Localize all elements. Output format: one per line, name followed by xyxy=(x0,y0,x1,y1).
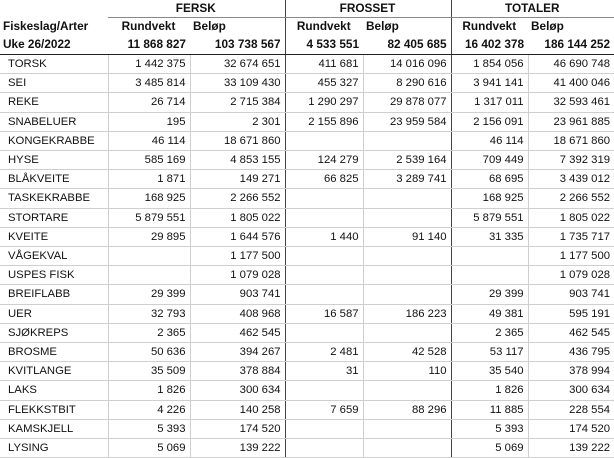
sub-rundvekt-fersk: Rundvekt xyxy=(121,19,176,33)
value-cell: 3 941 141 xyxy=(451,74,528,93)
value-cell: 29 878 077 xyxy=(363,93,451,112)
value-cell: 595 191 xyxy=(528,304,614,323)
value-cell xyxy=(363,131,451,150)
value-cell: 1 317 011 xyxy=(451,93,528,112)
species-name: KAMSKJELL xyxy=(0,419,108,438)
value-cell: 1 290 297 xyxy=(285,93,363,112)
value-cell xyxy=(285,247,363,266)
value-cell: 5 393 xyxy=(108,419,190,438)
table-row xyxy=(0,304,614,323)
species-name: STORTARE xyxy=(0,208,108,227)
value-cell: 1 644 576 xyxy=(190,227,285,246)
total-belop-fersk: 103 738 567 xyxy=(190,35,285,55)
value-cell: 8 290 616 xyxy=(363,74,451,93)
table-row xyxy=(0,439,614,458)
table-row xyxy=(0,208,614,227)
species-name: SEI xyxy=(0,74,108,93)
value-cell xyxy=(108,247,190,266)
value-cell: 49 381 xyxy=(451,304,528,323)
value-cell xyxy=(363,419,451,438)
value-cell: 5 069 xyxy=(451,439,528,458)
value-cell: 4 853 155 xyxy=(190,151,285,170)
value-cell xyxy=(285,208,363,227)
value-cell xyxy=(285,189,363,208)
value-cell: 1 440 xyxy=(285,227,363,246)
value-cell: 168 925 xyxy=(451,189,528,208)
value-cell: 1 805 022 xyxy=(528,208,614,227)
value-cell: 29 399 xyxy=(451,285,528,304)
species-name: UER xyxy=(0,304,108,323)
sub-belop-frosset: Beløp xyxy=(363,18,451,36)
species-name: HYSE xyxy=(0,151,108,170)
value-cell: 455 327 xyxy=(285,74,363,93)
species-name: TASKEKRABBE xyxy=(0,189,108,208)
value-cell: 1 826 xyxy=(108,381,190,400)
value-cell xyxy=(285,266,363,285)
value-cell: 7 392 319 xyxy=(528,151,614,170)
value-cell: 88 296 xyxy=(363,400,451,419)
value-cell xyxy=(285,439,363,458)
species-name: USPES FISK xyxy=(0,266,108,285)
table-row xyxy=(0,131,614,150)
value-cell: 3 439 012 xyxy=(528,170,614,189)
value-cell: 5 393 xyxy=(451,419,528,438)
value-cell: 140 258 xyxy=(190,400,285,419)
value-cell: 18 671 860 xyxy=(528,131,614,150)
value-cell: 35 509 xyxy=(108,362,190,381)
table-row xyxy=(0,362,614,381)
value-cell: 1 854 056 xyxy=(451,55,528,74)
value-cell: 124 279 xyxy=(285,151,363,170)
value-cell: 2 715 384 xyxy=(190,93,285,112)
value-cell: 18 671 860 xyxy=(190,131,285,150)
value-cell xyxy=(285,131,363,150)
value-cell xyxy=(363,381,451,400)
value-cell: 462 545 xyxy=(528,323,614,342)
value-cell: 1 177 500 xyxy=(528,247,614,266)
value-cell: 1 442 375 xyxy=(108,55,190,74)
species-header: Fiskeslag/Arter xyxy=(3,18,89,33)
value-cell: 1 871 xyxy=(108,170,190,189)
value-cell xyxy=(108,266,190,285)
value-cell: 41 400 046 xyxy=(528,74,614,93)
value-cell: 2 266 552 xyxy=(190,189,285,208)
table-row xyxy=(0,170,614,189)
value-cell: 3 289 741 xyxy=(363,170,451,189)
value-cell: 2 539 164 xyxy=(363,151,451,170)
value-cell: 35 540 xyxy=(451,362,528,381)
group-frosset: FROSSET xyxy=(285,0,451,18)
value-cell xyxy=(363,189,451,208)
value-cell: 168 925 xyxy=(108,189,190,208)
table-row xyxy=(0,151,614,170)
value-cell: 68 695 xyxy=(451,170,528,189)
value-cell: 2 301 xyxy=(190,112,285,131)
table-row xyxy=(0,112,614,131)
value-cell: 139 222 xyxy=(528,439,614,458)
value-cell xyxy=(363,266,451,285)
value-cell: 149 271 xyxy=(190,170,285,189)
value-cell: 5 879 551 xyxy=(451,208,528,227)
value-cell: 32 593 461 xyxy=(528,93,614,112)
species-name: FLEKKSTBIT xyxy=(0,400,108,419)
value-cell: 2 156 091 xyxy=(451,112,528,131)
value-cell: 110 xyxy=(363,362,451,381)
value-cell: 31 335 xyxy=(451,227,528,246)
value-cell: 1 079 028 xyxy=(528,266,614,285)
value-cell xyxy=(451,247,528,266)
value-cell: 1 826 xyxy=(451,381,528,400)
value-cell: 378 994 xyxy=(528,362,614,381)
value-cell: 33 109 430 xyxy=(190,74,285,93)
table-row xyxy=(0,55,614,74)
sub-rundvekt-totaler: Rundvekt xyxy=(462,19,517,33)
value-cell: 139 222 xyxy=(190,439,285,458)
value-cell xyxy=(285,381,363,400)
value-cell xyxy=(285,285,363,304)
table-row xyxy=(0,247,614,266)
sub-rundvekt-frosset: Rundvekt xyxy=(296,19,351,33)
table-row xyxy=(0,343,614,362)
value-cell: 174 520 xyxy=(190,419,285,438)
value-cell: 29 895 xyxy=(108,227,190,246)
value-cell: 174 520 xyxy=(528,419,614,438)
value-cell: 50 636 xyxy=(108,343,190,362)
value-cell: 46 114 xyxy=(108,131,190,150)
value-cell xyxy=(451,266,528,285)
value-cell xyxy=(363,439,451,458)
value-cell: 408 968 xyxy=(190,304,285,323)
value-cell: 2 481 xyxy=(285,343,363,362)
value-cell: 16 587 xyxy=(285,304,363,323)
value-cell xyxy=(285,419,363,438)
value-cell xyxy=(363,285,451,304)
value-cell: 2 365 xyxy=(108,323,190,342)
value-cell: 585 169 xyxy=(108,151,190,170)
value-cell: 14 016 096 xyxy=(363,55,451,74)
value-cell: 1 735 717 xyxy=(528,227,614,246)
value-cell: 903 741 xyxy=(190,285,285,304)
table-row xyxy=(0,285,614,304)
value-cell: 228 554 xyxy=(528,400,614,419)
total-belop-frosset: 82 405 685 xyxy=(363,35,451,55)
value-cell: 2 365 xyxy=(451,323,528,342)
value-cell: 462 545 xyxy=(190,323,285,342)
value-cell: 378 884 xyxy=(190,362,285,381)
value-cell: 66 825 xyxy=(285,170,363,189)
value-cell: 23 959 584 xyxy=(363,112,451,131)
value-cell: 91 140 xyxy=(363,227,451,246)
value-cell: 1 177 500 xyxy=(190,247,285,266)
total-rundvekt-fersk: 11 868 827 xyxy=(108,35,190,55)
table-row xyxy=(0,381,614,400)
value-cell xyxy=(285,323,363,342)
species-name: TORSK xyxy=(0,55,108,74)
species-name: SNABELUER xyxy=(0,112,108,131)
species-name: REKE xyxy=(0,93,108,112)
value-cell: 31 xyxy=(285,362,363,381)
table-row xyxy=(0,227,614,246)
species-name: KVEITE xyxy=(0,227,108,246)
value-cell: 411 681 xyxy=(285,55,363,74)
table-row xyxy=(0,400,614,419)
species-name: SJØKREPS xyxy=(0,323,108,342)
value-cell: 11 885 xyxy=(451,400,528,419)
value-cell xyxy=(363,323,451,342)
table-row xyxy=(0,74,614,93)
value-cell: 46 114 xyxy=(451,131,528,150)
species-name: BROSME xyxy=(0,343,108,362)
value-cell xyxy=(363,247,451,266)
value-cell xyxy=(363,208,451,227)
species-name: LAKS xyxy=(0,381,108,400)
table-row xyxy=(0,266,614,285)
week-label: Uke 26/2022 xyxy=(0,35,108,55)
species-name: BREIFLABB xyxy=(0,285,108,304)
table-body xyxy=(0,55,614,458)
value-cell: 1 805 022 xyxy=(190,208,285,227)
value-cell: 300 634 xyxy=(190,381,285,400)
value-cell: 32 793 xyxy=(108,304,190,323)
table-header xyxy=(0,0,614,55)
value-cell: 7 659 xyxy=(285,400,363,419)
species-name: LYSING xyxy=(0,439,108,458)
value-cell: 300 634 xyxy=(528,381,614,400)
total-rundvekt-frosset: 4 533 551 xyxy=(285,35,363,55)
value-cell: 3 485 814 xyxy=(108,74,190,93)
value-cell: 394 267 xyxy=(190,343,285,362)
value-cell: 709 449 xyxy=(451,151,528,170)
value-cell: 46 690 748 xyxy=(528,55,614,74)
value-cell: 186 223 xyxy=(363,304,451,323)
table-row xyxy=(0,189,614,208)
species-name: VÅGEKVAL xyxy=(0,247,108,266)
value-cell: 436 795 xyxy=(528,343,614,362)
value-cell: 1 079 028 xyxy=(190,266,285,285)
sub-belop-totaler: Beløp xyxy=(531,19,564,33)
total-belop-totaler: 186 144 252 xyxy=(528,35,614,55)
value-cell: 903 741 xyxy=(528,285,614,304)
table-row xyxy=(0,93,614,112)
group-totaler: TOTALER xyxy=(451,0,614,18)
sub-belop-fersk: Beløp xyxy=(190,18,285,36)
species-name: KONGEKRABBE xyxy=(0,131,108,150)
value-cell: 29 399 xyxy=(108,285,190,304)
table-row xyxy=(0,419,614,438)
value-cell: 53 117 xyxy=(451,343,528,362)
corner-cell xyxy=(0,0,108,18)
species-name: KVITLANGE xyxy=(0,362,108,381)
value-cell: 23 961 885 xyxy=(528,112,614,131)
value-cell: 2 155 896 xyxy=(285,112,363,131)
value-cell: 32 674 651 xyxy=(190,55,285,74)
group-fersk: FERSK xyxy=(108,0,285,18)
value-cell: 2 266 552 xyxy=(528,189,614,208)
total-rundvekt-totaler: 16 402 378 xyxy=(451,35,528,55)
value-cell: 5 879 551 xyxy=(108,208,190,227)
value-cell: 5 069 xyxy=(108,439,190,458)
value-cell: 4 226 xyxy=(108,400,190,419)
table-row xyxy=(0,323,614,342)
value-cell: 42 528 xyxy=(363,343,451,362)
value-cell: 26 714 xyxy=(108,93,190,112)
value-cell: 195 xyxy=(108,112,190,131)
species-name: BLÅKVEITE xyxy=(0,170,108,189)
